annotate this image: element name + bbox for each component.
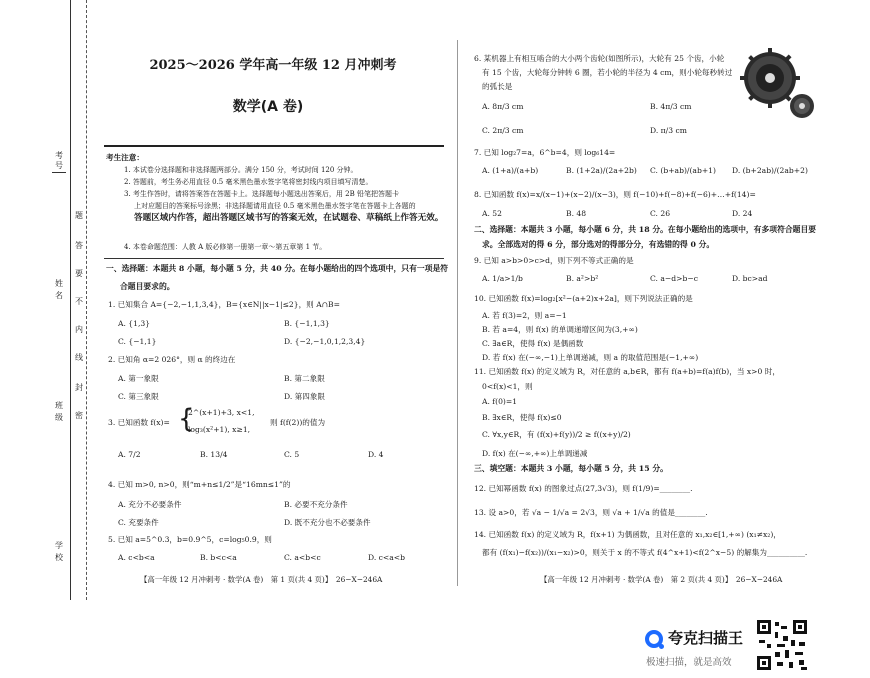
side-label-school-2: 校 bbox=[55, 553, 63, 562]
section3-header: 三、填空题：本题共 3 小题，每小题 5 分，共 15 分。 bbox=[474, 464, 668, 473]
seal-char: 内 bbox=[75, 325, 83, 334]
option: A. 52 bbox=[482, 209, 502, 218]
seal-char: 要 bbox=[75, 269, 83, 278]
option: D. 若 f(x) 在(−∞,−1)上单调递减，则 a 的取值范围是(−1,+∞) bbox=[482, 353, 699, 362]
question-stem-tail: 则 f(f(2))的值为 bbox=[270, 418, 326, 427]
notice-item: 1. 本试卷分选择题和非选择题两部分。满分 150 分，考试时间 120 分钟。 bbox=[124, 166, 358, 174]
option: B. 48 bbox=[566, 209, 587, 218]
quark-logo-dot bbox=[659, 644, 664, 649]
option: B. (1+2a)/(2a+2b) bbox=[566, 166, 637, 175]
seal-char: 不 bbox=[75, 297, 83, 306]
option: B. a²>b² bbox=[566, 274, 599, 283]
question-stem: 3. 已知函数 f(x)= bbox=[108, 418, 170, 427]
seal-char: 题 bbox=[75, 211, 83, 220]
option: C. 2π/3 cm bbox=[482, 126, 524, 135]
scanner-slogan: 极速扫描，就是高效 bbox=[646, 657, 732, 668]
question-stem: 14. 已知函数 f(x) 的定义域为 R，f(x+1) 为偶函数，且对任意的 x₁,x₂∈[1,+∞) (x₁≠x₂)， bbox=[474, 530, 781, 539]
seal-char: 密 bbox=[75, 411, 83, 420]
seal-char: 线 bbox=[75, 353, 83, 362]
piecewise-brace: { bbox=[178, 404, 195, 434]
option: A. (1+a)/(a+b) bbox=[482, 166, 539, 175]
section2-header: 求。全部选对的得 6 分，部分选对的得部分分，有选错的得 0 分。 bbox=[482, 240, 715, 249]
question-stem: 12. 已知幂函数 f(x) 的图象过点(27,3√3)，则 f(1/9)=________. bbox=[474, 484, 693, 493]
side-label-kaohao-2: 号 bbox=[55, 161, 63, 170]
option: D. {−2,−1,0,1,2,3,4} bbox=[284, 337, 366, 346]
option: B. b<c<a bbox=[200, 553, 237, 562]
side-label-class-1: 班 bbox=[55, 401, 63, 410]
section1-header: 合题目要求的。 bbox=[120, 282, 175, 291]
option: B. 13/4 bbox=[200, 450, 228, 459]
option: C. 5 bbox=[284, 450, 300, 459]
option: D. 24 bbox=[732, 209, 753, 218]
option: A. f(0)=1 bbox=[482, 397, 518, 406]
gears-figure bbox=[740, 48, 816, 122]
option: A. {1,3} bbox=[118, 319, 151, 328]
option: B. 4π/3 cm bbox=[650, 102, 692, 111]
option: B. ∃x∈R，使得 f(x)≤0 bbox=[482, 413, 562, 422]
option: D. 第四象限 bbox=[284, 392, 326, 401]
option: C. 第三象限 bbox=[118, 392, 159, 401]
question-stem: 11. 已知函数 f(x) 的定义域为 R，对任意的 a,b∈R，都有 f(a+b)=f(a)f(b)，当 x>0 时， bbox=[474, 367, 780, 376]
option: D. c<a<b bbox=[368, 553, 406, 562]
question-stem: 10. 已知函数 f(x)=log₂[x²−(a+2)x+2a]，则下列说法正确的是 bbox=[474, 294, 693, 303]
side-label-class-2: 级 bbox=[55, 413, 63, 422]
seal-char: 封 bbox=[75, 383, 83, 392]
option: D. (b+2ab)/(2ab+2) bbox=[732, 166, 808, 175]
large-gear-icon bbox=[740, 48, 800, 108]
option: C. a−d>b−c bbox=[650, 274, 698, 283]
side-label-name-1: 姓 bbox=[55, 279, 63, 288]
option: D. 4 bbox=[368, 450, 384, 459]
question-stem: 5. 已知 a=5^0.3，b=0.9^5，c=log₅0.9，则 bbox=[108, 535, 272, 544]
option: D. 既不充分也不必要条件 bbox=[284, 518, 371, 527]
option: C. {−1,1} bbox=[118, 337, 157, 346]
option: B. 必要不充分条件 bbox=[284, 500, 348, 509]
question-stem: 4. 已知 m>0, n>0，则“m+n≤1/2”是“16mn≤1”的 bbox=[108, 480, 291, 489]
side-label-name-2: 名 bbox=[55, 291, 63, 300]
side-field-line bbox=[52, 172, 66, 173]
option: A. c<b<a bbox=[118, 553, 155, 562]
notice-item-bold: 答题区域内作答，超出答题区域书写的答案无效，在试题卷、草稿纸上作答无效。 bbox=[134, 213, 444, 223]
seal-char: 答 bbox=[75, 241, 83, 250]
option: B. 第二象限 bbox=[284, 374, 325, 383]
option: C. 充要条件 bbox=[118, 518, 159, 527]
question-stem: 7. 已知 log₂7=a，6^b=4，则 log₆14= bbox=[474, 148, 616, 157]
option: B. 若 a=4，则 f(x) 的单调递增区间为(3,+∞) bbox=[482, 325, 638, 334]
question-stem: 1. 已知集合 A={−2,−1,1,3,4}，B={x∈N||x−1|≤2}，则 A∩B= bbox=[108, 300, 340, 309]
question-stem: 有 15 个齿，大轮每分钟转 6 圈，若小轮的半径为 4 cm，则小轮每秒转过 bbox=[482, 68, 733, 77]
option: D. f(x) 在(−∞,+∞)上单调递减 bbox=[482, 449, 588, 458]
option: A. 若 f(3)=2，则 a=−1 bbox=[482, 311, 567, 320]
option: A. 第一象限 bbox=[118, 374, 159, 383]
scanner-name: 夸克扫描王 bbox=[668, 629, 744, 647]
question-stem: 8. 已知函数 f(x)=x/(x−1)+(x−2)/(x−3)，则 f(−10)+f(−8)+f(−6)+…+f(14)= bbox=[474, 190, 756, 199]
notice-item: 4. 本卷命题范围：人教 A 版必修第一册第一章～第五章第 1 节。 bbox=[124, 243, 327, 251]
option: A. 8π/3 cm bbox=[482, 102, 524, 111]
option: C. ∀x,y∈R，有 (f(x)+f(y))/2 ≥ f((x+y)/2) bbox=[482, 430, 631, 439]
question-stem: 6. 某机器上有相互啮合的大小两个齿轮(如图所示)，大轮有 25 个齿，小轮 bbox=[474, 54, 725, 63]
qr-code-icon bbox=[757, 620, 807, 670]
seal-line bbox=[86, 0, 87, 600]
side-label-kaohao-1: 考 bbox=[55, 151, 63, 160]
option: A. 7/2 bbox=[118, 450, 141, 459]
notice-item: 上对应题目的答案标号涂黑；非选择题请用直径 0.5 毫米黑色墨水签字笔在答题卡上各题的 bbox=[134, 202, 416, 210]
option: C. a<b<c bbox=[284, 553, 321, 562]
exam-subtitle: 数学(A 卷) bbox=[232, 99, 304, 115]
question-stem: 13. 设 a>0，若 √a − 1/√a = 2√3，则 √a + 1/√a 的值是________. bbox=[474, 508, 708, 517]
question-stem: 0<f(x)<1，则 bbox=[482, 382, 533, 391]
notice-heading: 考生注意： bbox=[106, 153, 144, 162]
margin-line bbox=[70, 0, 71, 600]
notice-item: 3. 考生作答时，请将答案答在答题卡上。选择题每小题选出答案后，用 2B 铅笔把答题卡 bbox=[124, 190, 399, 198]
question-stem: 都有 (f(x₁)−f(x₂))/(x₁−x₂)>0，则关于 x 的不等式 f(4^x+1)<f(2^x−5) 的解集为__________. bbox=[482, 548, 808, 557]
notice-top-rule bbox=[104, 145, 444, 147]
footer-page2: 【高一年级 12 月冲刺考 · 数学(A 卷) 第 2 页(共 4 页)】 26−X−246A bbox=[540, 575, 783, 584]
question-stem: 9. 已知 a>b>0>c>d，则下列不等式正确的是 bbox=[474, 256, 634, 265]
side-label-school-1: 学 bbox=[55, 541, 63, 550]
small-gear-icon bbox=[790, 94, 814, 118]
column-divider bbox=[457, 40, 458, 586]
piecewise-case: 2^(x+1)+3, x<1, bbox=[188, 408, 255, 417]
notice-item: 2. 答题前，考生务必用直径 0.5 毫米黑色墨水签字笔将密封线内项目填写清楚。 bbox=[124, 178, 373, 186]
option: D. π/3 cm bbox=[650, 126, 687, 135]
option: A. 1/a>1/b bbox=[482, 274, 523, 283]
option: B. {−1,1,3} bbox=[284, 319, 330, 328]
piecewise-case: log₃(x²+1), x≥1, bbox=[188, 425, 251, 434]
notice-bottom-rule bbox=[104, 258, 444, 259]
option: C. (b+ab)/(ab+1) bbox=[650, 166, 716, 175]
option: D. bc>ad bbox=[732, 274, 768, 283]
section2-header: 二、选择题：本题共 3 小题，每小题 6 分，共 18 分。在每小题给出的选项中，有多项符合题目要 bbox=[474, 225, 817, 234]
exam-title: 2025～2026 学年高一年级 12 月冲刺考 bbox=[149, 58, 397, 73]
option: C. 26 bbox=[650, 209, 671, 218]
question-stem: 2. 已知角 α=2 026°，则 α 的终边在 bbox=[108, 355, 236, 364]
question-stem: 的弧长是 bbox=[482, 82, 513, 91]
option: A. 充分不必要条件 bbox=[118, 500, 182, 509]
option: C. ∃a∈R，使得 f(x) 是偶函数 bbox=[482, 339, 584, 348]
section1-header: 一、选择题：本题共 8 小题，每小题 5 分，共 40 分。在每小题给出的四个选项中，只有一项是符 bbox=[106, 264, 449, 273]
footer-page1: 【高一年级 12 月冲刺考 · 数学(A 卷) 第 1 页(共 4 页)】 26−X−246A bbox=[140, 575, 383, 584]
